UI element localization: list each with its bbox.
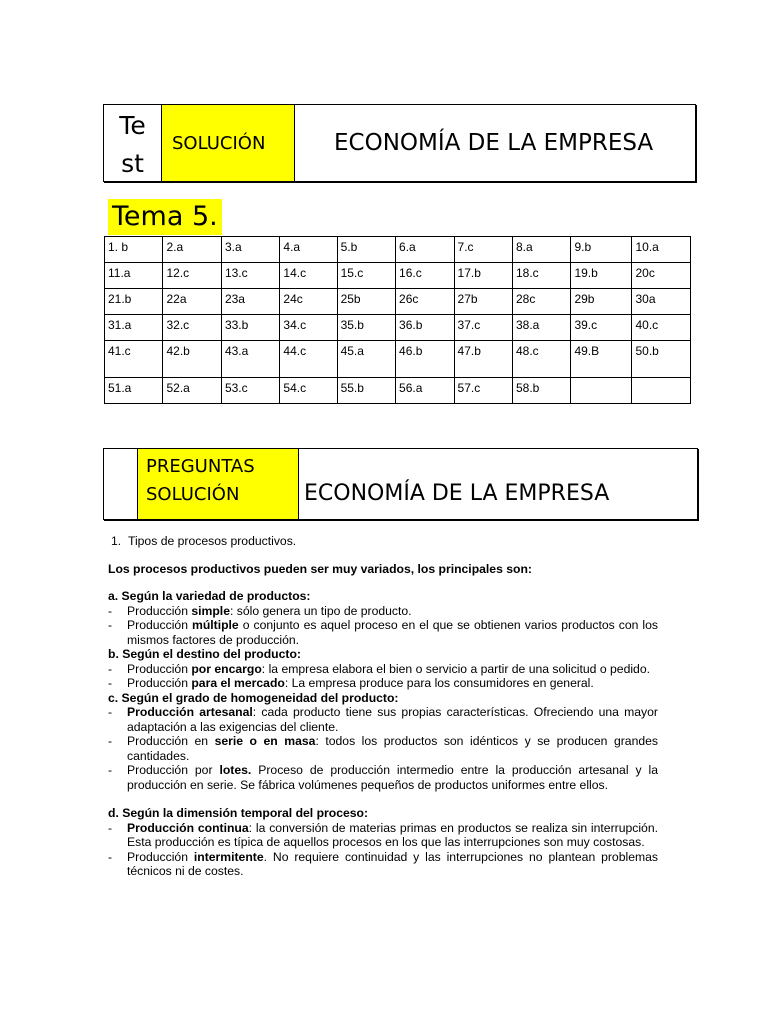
answer-cell: 4.a	[280, 237, 337, 263]
section-d-heading: d. Según la dimensión temporal del proceso:	[108, 806, 369, 820]
answer-cell	[632, 378, 691, 404]
table-row	[105, 289, 691, 315]
answer-cell: 33.b	[221, 315, 279, 341]
question-heading	[108, 534, 658, 549]
answer-cell: 20c	[632, 263, 691, 289]
answer-cell	[571, 378, 632, 404]
answer-cell: 37.c	[454, 315, 512, 341]
section-b-heading: b. Según el destino del producto:	[108, 647, 301, 661]
answer-cell: 30a	[632, 289, 691, 315]
answer-cell: 43.a	[221, 341, 279, 378]
intro-text: Los procesos productivos pueden ser muy variados, los principales son:	[108, 561, 532, 576]
answer-cell: 15.c	[337, 263, 395, 289]
preguntas-solucion-label	[138, 449, 299, 519]
answer-cell: 26c	[396, 289, 454, 315]
answer-cell: 56.a	[396, 378, 454, 404]
question-number: 1.	[111, 534, 122, 548]
section-c-heading: c. Según el grado de homogeneidad del producto:	[108, 690, 399, 705]
answer-cell: 44.c	[280, 341, 337, 378]
answer-cell: 57.c	[454, 378, 512, 404]
answer-cell: 19.b	[571, 263, 632, 289]
list-item: - Producción intermitente. No requiere continuidad y las interrupciones no plantean problemas técnicos ni de costes.	[108, 849, 658, 878]
answer-cell: 36.b	[396, 315, 454, 341]
answer-cell: 31.a	[105, 315, 163, 341]
table-row	[105, 263, 691, 289]
subject-title-2: ECONOMÍA DE LA EMPRESA	[304, 480, 610, 506]
answer-cell: 41.c	[105, 341, 163, 378]
list-item: - Producción artesanal: cada producto tiene sus propias características. Ofreciendo una mayor adaptación a las exigencias del cliente.	[108, 705, 658, 734]
solution-content	[108, 534, 658, 879]
answer-cell: 13.c	[221, 263, 279, 289]
answer-cell: 49.B	[571, 341, 632, 378]
answer-cell: 21.b	[105, 289, 163, 315]
answer-cell: 39.c	[571, 315, 632, 341]
answer-cell: 5.b	[337, 237, 395, 263]
solucion-label: SOLUCIÓN	[162, 105, 295, 181]
answer-cell: 11.a	[105, 263, 163, 289]
answer-cell: 27b	[454, 289, 512, 315]
answer-cell: 38.a	[512, 315, 570, 341]
answer-cell: 47.b	[454, 341, 512, 378]
answer-cell: 25b	[337, 289, 395, 315]
answer-cell: 16.c	[396, 263, 454, 289]
answer-cell: 7.c	[454, 237, 512, 263]
list-item: - Producción en serie o en masa: todos los productos son idénticos y se producen grandes cantidades.	[108, 734, 658, 763]
section-a-heading: a. Según la variedad de productos:	[108, 589, 311, 603]
answer-cell: 9.b	[571, 237, 632, 263]
header-test-solucion	[103, 104, 696, 182]
answer-cell: 48.c	[512, 341, 570, 378]
test-label: Te st	[104, 105, 162, 181]
table-row	[105, 237, 691, 263]
answer-cell: 22a	[163, 289, 221, 315]
answer-cell: 52.a	[163, 378, 221, 404]
answers-table	[104, 236, 691, 404]
answer-cell: 1. b	[105, 237, 163, 263]
list-item: - Producción por encargo: la empresa elabora el bien o servicio a partir de una solicitud o pedido.	[108, 661, 650, 676]
answer-cell: 54.c	[280, 378, 337, 404]
answer-cell: 51.a	[105, 378, 163, 404]
answer-cell: 23a	[221, 289, 279, 315]
question-title: Tipos de procesos productivos.	[127, 534, 297, 548]
header-preguntas-solucion	[103, 448, 698, 520]
answer-cell: 34.c	[280, 315, 337, 341]
tema-title: Tema 5.	[108, 199, 222, 235]
answer-cell: 46.b	[396, 341, 454, 378]
answer-cell: 42.b	[163, 341, 221, 378]
answer-cell: 10.a	[632, 237, 691, 263]
table-row	[105, 315, 691, 341]
solucion-label-2: SOLUCIÓN	[146, 484, 240, 505]
list-item: - Producción continua: la conversión de materias primas en productos se realiza sin interrupción. Esta producción es típica de aquellos procesos en los que las interrupciones son muy costosas.	[108, 820, 658, 849]
answer-cell: 17.b	[454, 263, 512, 289]
list-item: - Producción simple: sólo genera un tipo de producto.	[108, 603, 412, 618]
list-item: - Producción por lotes. Proceso de producción intermedio entre la producción artesanal y la producción en serie. Se fábrica volúmenes pequeños de productos uniformes entre ellos.	[108, 763, 658, 792]
answer-cell: 29b	[571, 289, 632, 315]
answer-cell: 28c	[512, 289, 570, 315]
answer-cell: 58.b	[512, 378, 570, 404]
answer-cell: 55.b	[337, 378, 395, 404]
list-item: - Producción para el mercado: La empresa produce para los consumidores en general.	[108, 676, 594, 690]
answer-cell: 8.a	[512, 237, 570, 263]
answer-cell: 45.a	[337, 341, 395, 378]
list-item: - Producción múltiple o conjunto es aquel proceso en el que se obtienen varios productos con los mismos factores de producción.	[108, 618, 658, 647]
answer-cell: 40.c	[632, 315, 691, 341]
answer-cell: 24c	[280, 289, 337, 315]
answer-cell: 14.c	[280, 263, 337, 289]
table-row	[105, 378, 691, 404]
preguntas-label: PREGUNTAS	[146, 456, 255, 477]
answer-cell: 35.b	[337, 315, 395, 341]
answer-cell: 12.c	[163, 263, 221, 289]
answer-cell: 18.c	[512, 263, 570, 289]
answer-cell: 50.b	[632, 341, 691, 378]
answer-cell: 32.c	[163, 315, 221, 341]
answer-cell: 2.a	[163, 237, 221, 263]
header2-empty-cell	[104, 449, 138, 519]
answer-cell: 6.a	[396, 237, 454, 263]
answer-cell: 3.a	[221, 237, 279, 263]
table-row	[105, 341, 691, 378]
subject-title: ECONOMÍA DE LA EMPRESA	[334, 130, 654, 156]
answer-cell: 53.c	[221, 378, 279, 404]
